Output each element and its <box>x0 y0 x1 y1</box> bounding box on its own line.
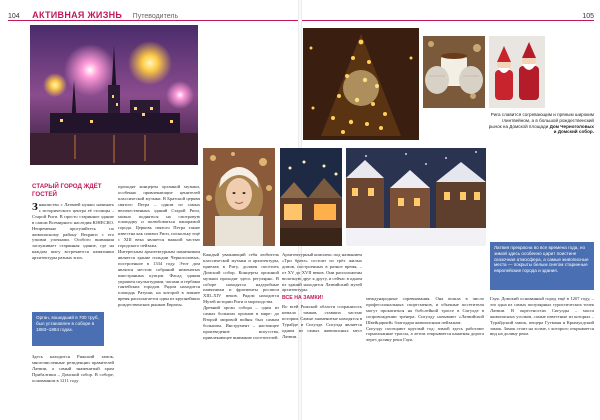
column-2-text: проходят концерты органной музыки, особенно привлекающие ценителей классической музыки. В Братской церкви святого Петра – одном из самых величественных зданий Старой Риги, можно подняться на смотровую площадку и полюбоваться панорамой города. Церковь святого Петра также известна как символ Риги, поскольку ещё с XIII века является важной частью городского пейзажа. <box>118 184 200 249</box>
photo-woman-winter <box>203 148 275 246</box>
caption-right-top-text: Рига славится согревающим и пряным широким глинтвейном, а в большой рождественский рынок на Домской площади <box>488 112 594 129</box>
left-page-number: 104 <box>8 13 20 20</box>
text-column-1 <box>32 202 114 307</box>
column-4-text-b: Во всей Рижской области сохранилось немало замков, ставших частью истории. Самые знаменитые находятся в Турайде и Сигулде. Сигулда является одним из самых живописных мест Латвии. <box>282 304 362 339</box>
header-left <box>8 5 298 21</box>
photo-santa-figurines <box>489 36 545 108</box>
text-column-5 <box>366 296 484 412</box>
article-headline: СТАРЫЙ ГОРОД ЖДЁТ ГОСТЕЙ <box>32 183 102 198</box>
text-column-1-bottom: Здесь находится Рижский замок, многочисленные резиденции правителей Латвии, а самый знаменитый храм Прибалтики – Домский собор. В соборе, основанном в 1211 году <box>32 354 114 383</box>
column-5-text: международные соревнования. Она вошла в число профессиональных спортсменов, и обычные посетители могут прокатиться на бобслейной трассе в Сигулде в сопровождении тренера. Сигулду называют «Латвийской Швейцарией» благодаря живописным пейзажам. <box>366 296 484 325</box>
subhead-castles: ВСЕ НА ЗАМКИ! <box>282 295 324 302</box>
right-page-number: 105 <box>582 13 594 20</box>
photo-riga-fireworks <box>30 25 198 165</box>
text-column-3 <box>203 252 279 412</box>
header-right <box>302 5 594 21</box>
photo-christmas-market <box>280 148 342 246</box>
caption-right-top-bold: Дом Черноголовых и Домский собор. <box>549 123 594 135</box>
caption-latvia-winter: Латвия прекрасна во все времена года, но зимой здесь особенно царит поистине сказочная атмосфера, а самые живописные места — покрыты белым снегом старинные европейские города и здания. <box>490 242 594 290</box>
section-title: АКТИВНАЯ ЖИЗНЬ <box>32 10 123 20</box>
photo-snowy-street <box>346 148 486 246</box>
photo-hands-cup <box>423 36 485 108</box>
column-3-text-b: Древний орган собора – один из самых больших органов в мире: до Второй мировой войны был самым большим. Инструмент – настоящее произведение искусства, привлекающее внимание посетителей. <box>203 305 279 340</box>
column-4-text: Архитектурный комплекс под названием «Три брата» состоит из трёх жилых домов, построенных в разное время, – от XV до XVII веков. Они расположены вплотную друг к другу, и сейчас в одном из зданий находится Латвийский музей архитектуры. <box>282 252 362 293</box>
caption-right-top <box>488 112 594 152</box>
text-column-6: Гауя. Домский основанный город ещё в 1207 году, – это одна из самых популярных туристических точек Латвии. В окрестностях Сигулды – масса живописных уголков, самые известные из которых – Турайдский замок, пещера Гутманя и Крымулдский замок. Замок стоит на холме, с которого открывается вид на долину реки. <box>490 296 594 337</box>
column-5-text-b: Сигулду посещают круглый год: зимой здесь работают горнолыжные трассы, а летом открывается канатная дорога через долину реки Гауя. <box>366 325 484 343</box>
text-column-2 <box>118 184 200 412</box>
column-3-text: Каждый уважающий себя любитель классической музыки и архитектуры, приехав в Ригу, должен посетить Домский собор. Концерты органной музыки проходят здесь регулярно. В соборе находятся надгробные памятники и фрагменты росписи XIII–XIV веков. Рядом находится Музей истории Риги и мореходства. <box>203 252 279 305</box>
photo-christmas-tree <box>303 28 419 140</box>
drop-cap: З <box>32 202 38 213</box>
column-2-text-b: Интересным архитектурным памятником является здание гильдии Черноголовых, построенное в 1334 году. Этот дом являлся местом собраний неженатых иностранных купцов. Фасад здания украшен скульптурами, часами и гербами ганзейских городов. Рядом находится площадь Ратуши, на которой в зимнее время располагается один из крупнейших рождественских рынков Европы. <box>118 248 200 308</box>
column-1-text: накомство с Латвией нужно начинать с исторического центра её столицы – Старой Риги. В просто старинное здание в самом Всемирного наследия ЮНЕСКО. Непременно прогуляйтесь по живописному району Вецриги с его узкими улочками. Особого внимания заслуживает старинная здание, где на каждом шагу встречаются памятники архитектуры разных эпох. <box>32 202 114 261</box>
section-subtitle: Путеводитель <box>132 13 179 20</box>
caption-organ: Орган, вошедший в 700 труб, был установлен в соборе в 1883–1884 годах. <box>32 312 104 346</box>
text-column-4 <box>282 252 362 412</box>
